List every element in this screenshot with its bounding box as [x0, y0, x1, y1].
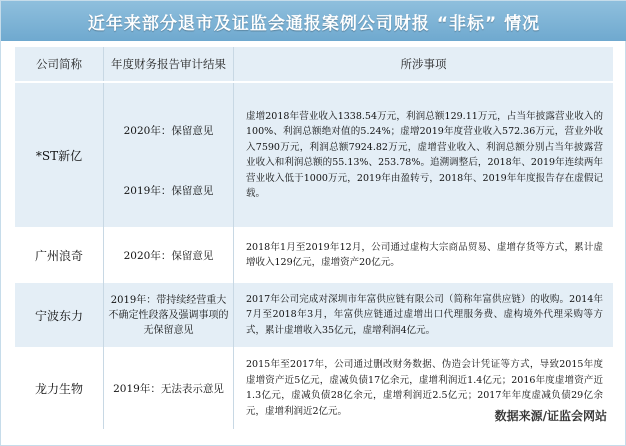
header-company: 公司简称 [36, 57, 82, 71]
audit-opinion: 2019年：保留意见 [123, 185, 214, 197]
company-name: *ST新亿 [35, 148, 83, 163]
audit-opinion: 2019年：无法表示意见 [113, 382, 224, 395]
table-row [15, 283, 613, 347]
header-audit-result: 年度财务报告审计结果 [111, 57, 226, 71]
matter-description: 2018年1月至2019年12月，公司通过虚构大宗商品贸易、虚增存货等方式，累计虚增收入129亿元，虚增资产20亿元。 [246, 241, 603, 268]
company-name: 宁波东力 [34, 308, 83, 323]
audit-opinion: 2020年：保留意见 [123, 249, 214, 262]
data-source: 数据来源/证监会网站 [494, 409, 607, 423]
matter-description: 虚增2018年营业收入1338.54万元，利润总额129.11万元，占当年披露营业收入的100%、利润总额绝对值的5.24%；虚增2019年度营业收入572.36万元，营业外收入7590万元，利润总额7924.82万元，虚增营业收入、利润总额分别占当年披露营业收入和利润总额的55.13%、253.78%。追溯调整后，2018年、2019年连续两年营业收入低于1000万元，2019年由盈转亏，2018年、2019年年度报告存在虚假记载。 [246, 110, 603, 199]
audit-opinion: 2020年：保留意见 [123, 125, 214, 137]
title-bar [1, 1, 626, 41]
audit-opinion: 2019年：带持续经营重大不确定性段落及强调事项的无保留意见 [108, 294, 229, 336]
table-header [15, 47, 613, 81]
matter-description: 2015年至2017年，公司通过删改财务数据、伪造会计凭证等方式，导致2015年度虚增资产近5亿元，虚减负债17亿余元，虚增利润近1.4亿元；2016年度虚增资产近1.3亿元，虚减负债28亿余元，虚增利润近2.5亿元；2017年年度虚减负债29亿余元，虚增利润近2亿元。 [246, 359, 603, 417]
company-name: 广州浪奇 [34, 248, 83, 263]
table-row [15, 81, 613, 227]
matter-description: 2017年公司完成对深圳市年富供应链有限公司（简称年富供应链）的收购。2014年7月至2018年3月，年富供应链通过虚增出口代理服务费、虚构境外代理采购等方式，累计虚增收入35亿元，虚增利润4亿元。 [246, 293, 603, 336]
page-title: 近年来部分退市及证监会通报案例公司财报 “非标” 情况 [87, 13, 541, 34]
table-row [15, 227, 613, 283]
header-matters: 所涉事项 [400, 57, 447, 71]
company-name: 龙力生物 [34, 381, 83, 396]
